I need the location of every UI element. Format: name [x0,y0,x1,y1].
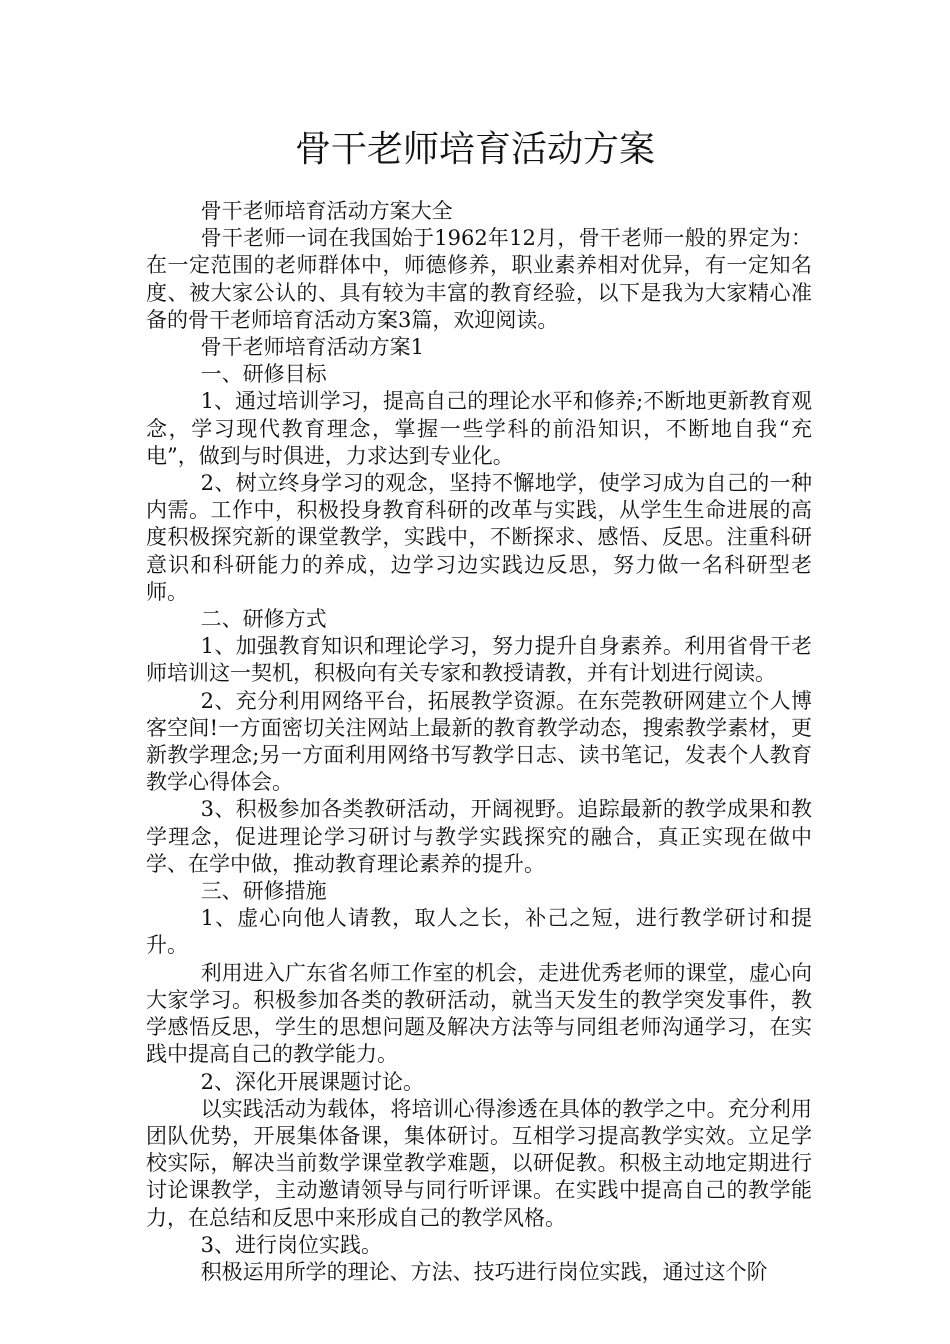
paragraph: 利用进入广东省名师工作室的机会，走进优秀老师的课堂，虚心向大家学习。积极参加各类的教研活动，就当天发生的教学突发事件，教学感悟反思，学生的思想问题及解决方法等与同组老师沟通学习，在实践中提高自己的教学能力。 [146,960,812,1067]
paragraph: 1、虚心向他人请教，取人之长，补己之短，进行教学研讨和提升。 [146,906,812,958]
paragraph: 积极运用所学的理论、方法、技巧进行岗位实践，通过这个阶 [200,1259,768,1284]
paragraph: 2、充分利用网络平台，拓展教学资源。在东莞教研网建立个人博客空间!一方面密切关注网站上最新的教育教学动态，搜索教学素材，更新教学理念;另一方面利用网络书写教学日志、读书笔记，发表个人教育教学心得体会。 [146,688,812,795]
paragraph: 3、进行岗位实践。 [200,1232,382,1257]
document-title: 骨干老师培育活动方案 [294,129,655,170]
section-heading: 一、研修目标 [200,362,327,387]
paragraph: 骨干老师一词在我国始于1962年12月，骨干老师一般的界定为：在一定范围的老师群体中，师德修养，职业素养相对优异，有一定知名度、被大家公认的、具有较为丰富的教育经验，以下是我为大家精心准备的骨干老师培育活动方案3篇，欢迎阅读。 [146,226,812,332]
paragraph: 骨干老师培育活动方案大全 [200,199,453,223]
paragraph: 2、树立终身学习的观念，坚持不懈地学，使学习成为自己的一种内需。工作中，积极投身教育科研的改革与实践，从学生生命进展的高度积极探究新的课堂教学，实践中，不断探求、感悟、反思。注重科研意识和科研能力的养成，边学习边实践边反思，努力做一名科研型老师。 [146,471,812,604]
paragraph: 2、深化开展课题讨论。 [200,1069,424,1094]
section-heading: 三、研修措施 [200,879,327,904]
section-heading: 骨干老师培育活动方案1 [200,335,424,360]
paragraph: 以实践活动为载体，将培训心得渗透在具体的教学之中。充分利用团队优势，开展集体备课，集体研讨。互相学习提高教学实效。立足学校实际，解决当前数学课堂教学难题，以研促教。积极主动地定期进行讨论课教学，主动邀请领导与同行听评课。在实践中提高自己的教学能力，在总结和反思中来形成自己的教学风格。 [146,1096,812,1230]
document-body [146,198,812,1286]
section-heading: 二、研修方式 [200,607,327,632]
paragraph: 1、加强教育知识和理论学习，努力提升自身素养。利用省骨干老师培训这一契机，积极向有关专家和教授请教，并有计划进行阅读。 [146,634,812,686]
paragraph: 1、通过培训学习，提高自己的理论水平和修养;不断地更新教育观念，学习现代教育理念，掌握一些学科的前沿知识，不断地自我“充电”，做到与时俱进，力求达到专业化。 [146,389,812,468]
paragraph: 3、积极参加各类教研活动，开阔视野。追踪最新的教学成果和教学理念，促进理论学习研讨与教学实践探究的融合，真正实现在做中学、在学中做，推动教育理论素养的提升。 [146,797,812,876]
